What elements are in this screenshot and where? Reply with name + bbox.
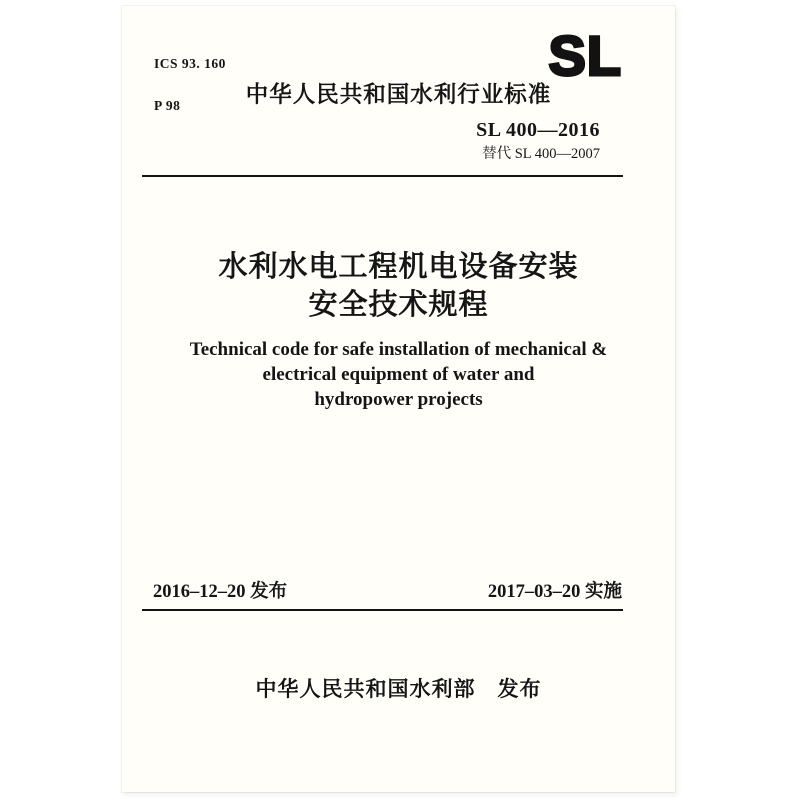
title-cn-line2: 安全技术规程 — [308, 289, 489, 321]
title-chinese — [122, 248, 675, 324]
ics-code: ICS 93. 160 — [154, 56, 226, 71]
title-english — [122, 337, 675, 412]
p-code: P 98 — [154, 98, 181, 113]
divider-top — [142, 175, 623, 177]
superseded-note: 替代 SL 400—2007 — [482, 146, 600, 162]
publisher-line: 中华人民共和国水利部 发布 — [255, 678, 542, 701]
title-cn-line1: 水利水电工程机电设备安装 — [218, 251, 579, 283]
title-en-line2: electrical equipment of water and — [262, 364, 535, 385]
standard-number: SL 400—2016 — [476, 119, 600, 141]
book-cover — [122, 6, 675, 792]
implementation-date: 2017–03–20 实施 — [487, 582, 622, 602]
standard-category: 中华人民共和国水利行业标准 — [245, 82, 552, 107]
standard-number-block — [476, 118, 600, 164]
issue-date: 2016–12–20 发布 — [153, 582, 288, 602]
title-en-line1: Technical code for safe installation of mechanical & — [189, 339, 608, 360]
dates-row — [153, 580, 622, 604]
title-en-line3: hydropower projects — [314, 389, 483, 410]
divider-bottom — [142, 609, 623, 611]
sl-logo: SL — [548, 24, 622, 87]
